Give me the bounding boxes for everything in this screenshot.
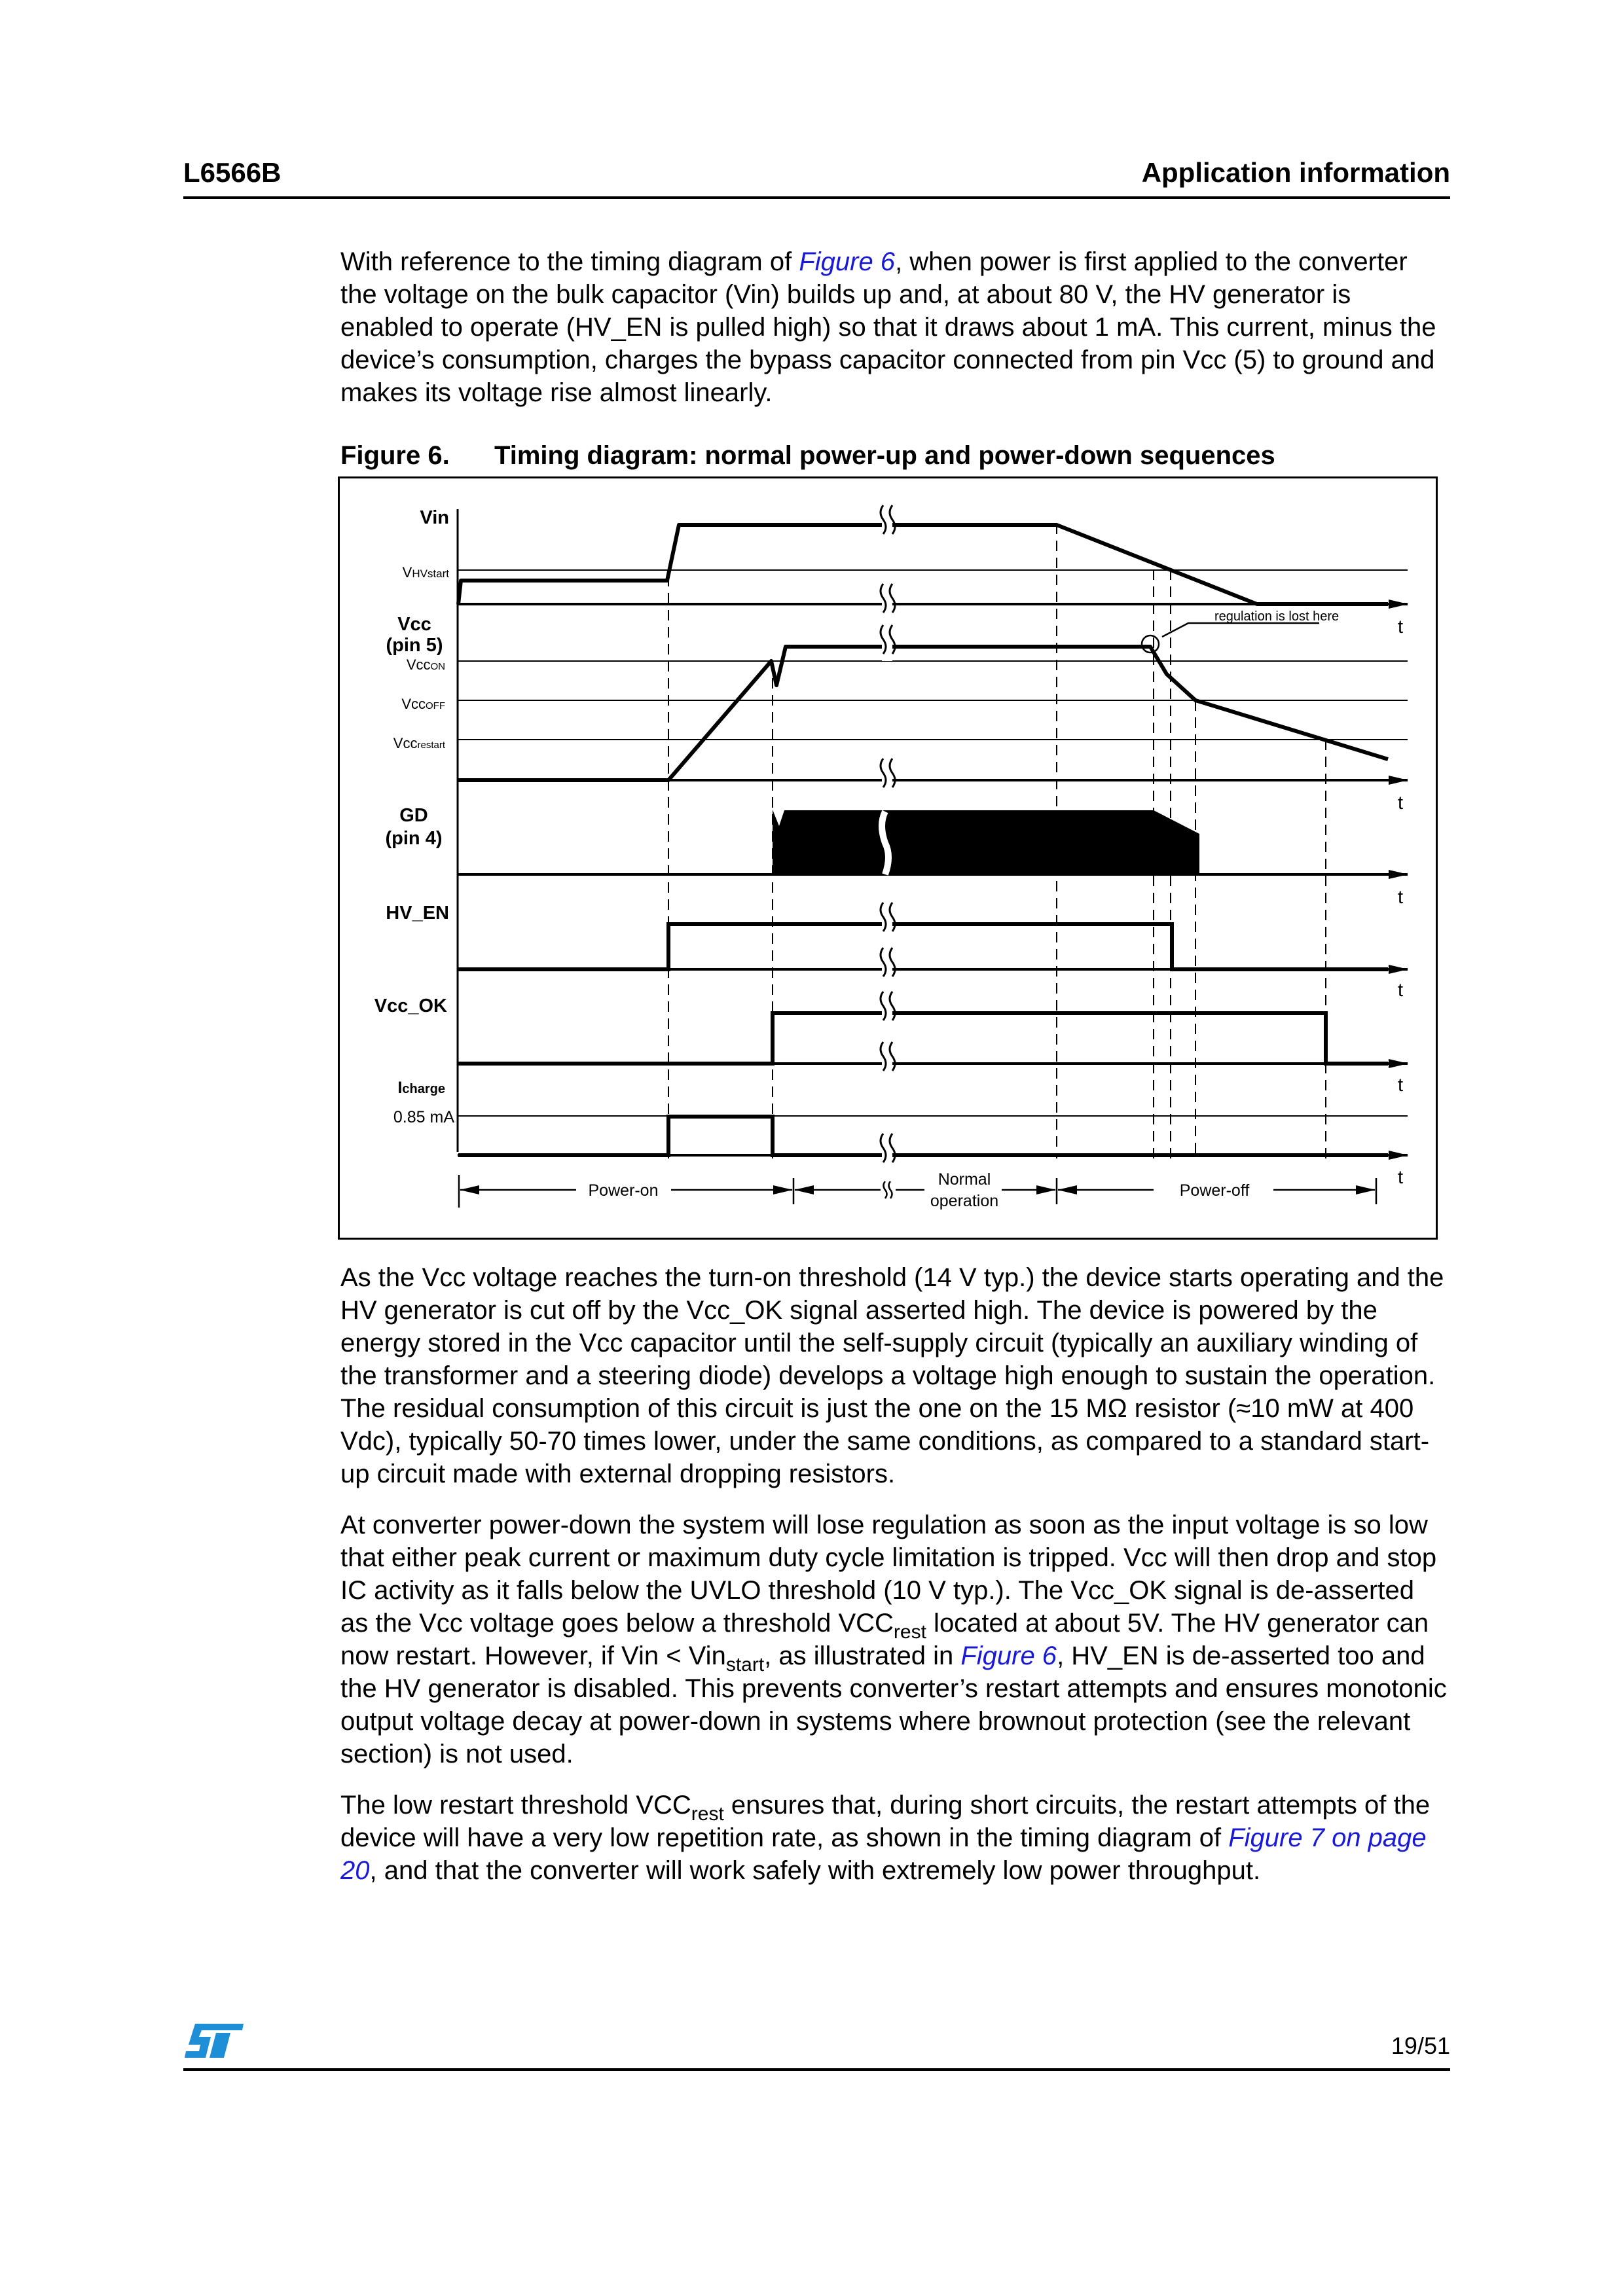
time-label: t — [1398, 793, 1404, 814]
footer-rule — [183, 2068, 1450, 2071]
page-number: 19/51 — [1391, 2032, 1450, 2059]
st-logo-icon — [182, 2021, 244, 2060]
subscript: start — [725, 1654, 765, 1676]
label-vin: Vin — [420, 507, 449, 528]
label-icharge-level: 0.85 mA — [393, 1108, 454, 1126]
phase-power-on: Power-on — [588, 1181, 659, 1200]
figure-title: Timing diagram: normal power-up and power-down sequences — [494, 441, 1275, 470]
label-vhvstart: VHVstart — [402, 564, 449, 581]
label-vccoff: VccOFF — [401, 696, 445, 712]
time-label: t — [1398, 617, 1404, 637]
phase-normal-line2: operation — [930, 1192, 999, 1210]
label-vcc-pin: (pin 5) — [386, 635, 443, 656]
paragraph-text: , and that the converter will work safely with extremely low power throughput. — [369, 1856, 1261, 1885]
phase-power-off: Power-off — [1179, 1181, 1250, 1200]
paragraph-text: With reference to the timing diagram of — [340, 247, 799, 276]
label-vccrestart: Vccrestart — [393, 735, 445, 751]
label-vccon: VccON — [406, 656, 445, 673]
label-vcc: Vcc — [397, 614, 431, 635]
gd-waveform — [773, 810, 1199, 874]
time-axes — [458, 604, 1408, 1155]
label-gd-pin: (pin 4) — [385, 828, 443, 849]
subscript: rest — [691, 1803, 724, 1825]
phase-normal-line1: Normal — [938, 1170, 991, 1189]
paragraph-power-down — [340, 1509, 1447, 1770]
subscript: rest — [893, 1621, 926, 1643]
label-vcc-ok: Vcc_OK — [374, 996, 447, 1016]
annotation-regulation-lost: regulation is lost here — [1214, 609, 1340, 624]
time-label: t — [1398, 980, 1404, 1001]
time-label: t — [1398, 1075, 1404, 1096]
paragraph-text: , as illustrated in — [764, 1641, 961, 1670]
figure-6-link[interactable]: Figure 6 — [799, 247, 896, 276]
vcc-ok-waveform — [458, 1013, 1388, 1064]
paragraph-restart — [340, 1789, 1447, 1887]
paragraph-text: , when power is first applied to the converter the voltage on the bulk capacitor (Vin) builds up and, at about 80 V, the HV generator is enabled to operate (HV_EN is pulled high) so that it draws about 1 mA. This current, minus the device’s consumption, charges the bypass capacitor connected from pin Vcc (5) to ground and makes its voltage rise almost linearly. — [340, 247, 1436, 407]
paragraph-text: At converter power-down the system will lose regulation as soon as the input voltage is so low that either peak current or maximum duty cycle limitation is tripped. Vcc will then drop and stop IC activity as it falls below the UVLO threshold (10 V typ.). The Vcc_OK signal is de-asserted as the Vcc voltage goes below a threshold VCC — [340, 1511, 1437, 1638]
label-icharge: Icharge — [397, 1079, 445, 1097]
annotation-leader — [1162, 623, 1319, 637]
paragraph-turn-on: As the Vcc voltage reaches the turn-on threshold (14 V typ.) the device starts operating and the HV generator is cut off by the Vcc_OK signal asserted high. The device is powered by the energy stored in the Vcc capacitor until the self-supply circuit (typically an auxiliary winding of the transformer and a steering diode) develops a voltage high enough to sustain the operation. The residual consumption of this circuit is just the one on the 15 MΩ resistor (≈10 mW at 400 Vdc), typically 50-70 times lower, under the same conditions, as compared to a standard start-up circuit made with external dropping resistors. — [340, 1263, 1444, 1488]
hv-en-waveform — [458, 924, 1388, 969]
paragraph-text: located at about 5V. The HV generator can now restart. However, if Vin < Vin — [340, 1609, 1429, 1670]
vcc-waveform — [458, 647, 1388, 780]
figure-number: Figure 6. — [340, 441, 450, 470]
time-label: t — [1398, 1167, 1404, 1188]
time-label: t — [1398, 887, 1404, 908]
icharge-waveform — [458, 1117, 1388, 1155]
document-id: L6566B — [183, 157, 282, 188]
paragraph-text: The low restart threshold VCC — [340, 1791, 691, 1820]
label-gd: GD — [399, 805, 428, 826]
vin-waveform — [458, 525, 1388, 604]
label-hv-en: HV_EN — [386, 903, 449, 924]
figure-6-link[interactable]: Figure 6 — [960, 1641, 1057, 1670]
section-title: Application information — [1141, 157, 1450, 188]
paragraph-text: , HV_EN is de-asserted too and the HV generator is disabled. This prevents converter’s restart attempts and ensures monotonic output voltage decay at power-down in systems where brownout protection (see the relevant section) is not used. — [340, 1641, 1447, 1768]
paragraph-text: ensures that, during short circuits, the restart attempts of the device will have a very low repetition rate, as shown in the timing diagram of — [340, 1791, 1431, 1852]
figure-7-link[interactable]: Figure 7 on page 20 — [340, 1823, 1427, 1885]
